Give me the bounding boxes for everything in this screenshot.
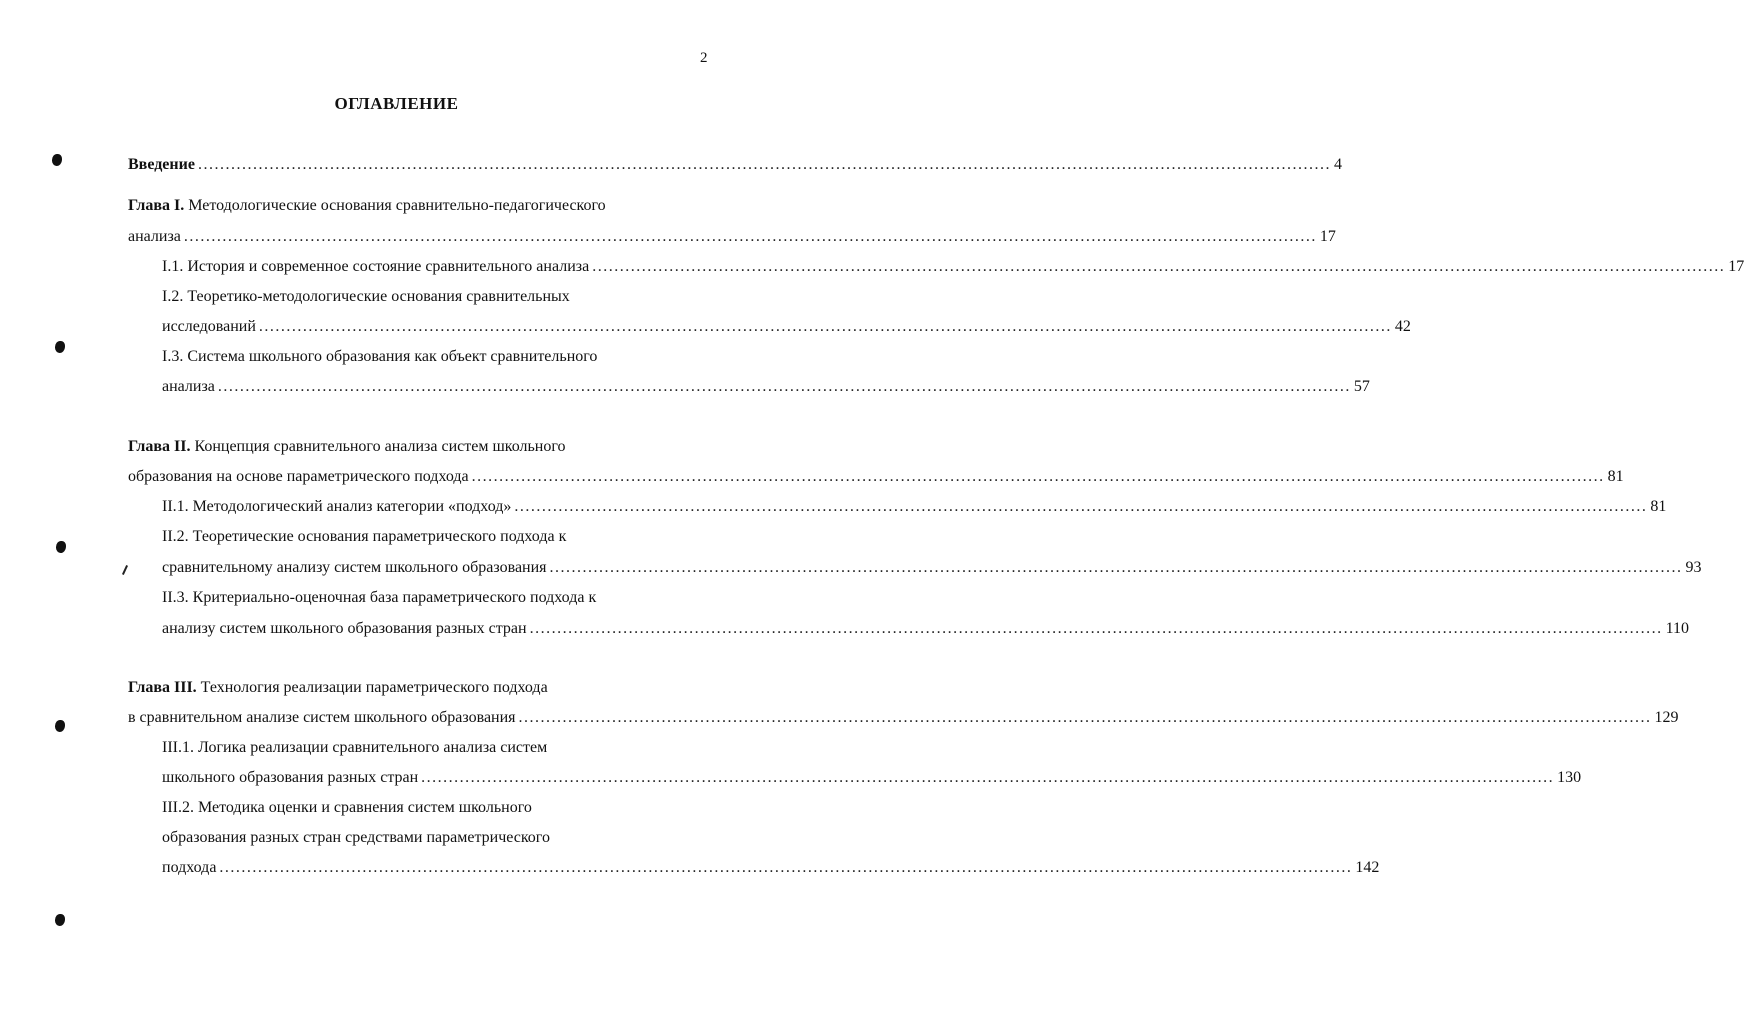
toc-entry-chapter-2-cont xyxy=(128,467,1624,487)
dot-leader: .............................................................................................................................................................................................................. xyxy=(219,859,1353,876)
page-ref: 17 xyxy=(1728,258,1744,275)
section-title: II.3. Критериально-оценочная база параметрического подхода к xyxy=(162,589,597,606)
toc-entry-section-2-3[interactable] xyxy=(162,588,596,608)
dot-leader: .............................................................................................................................................................................................................. xyxy=(258,318,1392,335)
intro-label: Введение xyxy=(128,156,195,173)
section-title: I.1. История и современное состояние сравнительного анализа xyxy=(162,258,590,275)
toc-entry-section-1-1[interactable] xyxy=(162,257,1744,277)
scan-mark xyxy=(55,720,65,732)
section-title: I.2. Теоретико-методологические основания сравнительных xyxy=(162,288,570,305)
chapter-title-cont: анализа xyxy=(128,228,181,245)
dot-leader: .............................................................................................................................................................................................................. xyxy=(592,258,1726,275)
section-title: I.3. Система школьного образования как объект сравнительного xyxy=(162,348,598,365)
dot-leader: .............................................................................................................................................................................................................. xyxy=(518,709,1652,726)
section-title: II.2. Теоретические основания параметрического подхода к xyxy=(162,528,567,545)
page-ref: 129 xyxy=(1654,709,1679,726)
page-number: 2 xyxy=(700,50,708,66)
scan-mark xyxy=(56,541,66,553)
section-title: III.1. Логика реализации сравнительного анализа систем xyxy=(162,739,548,756)
chapter-prefix: Глава II. xyxy=(128,438,191,455)
dot-leader: .............................................................................................................................................................................................................. xyxy=(549,559,1683,576)
page-ref: 42 xyxy=(1394,318,1411,335)
section-title-cont: подхода xyxy=(162,859,217,876)
page-ref: 81 xyxy=(1607,468,1624,485)
section-title-cont: образования разных стран средствами параметрического xyxy=(162,829,550,846)
dot-leader: .............................................................................................................................................................................................................. xyxy=(514,498,1648,515)
section-title-cont: сравнительному анализу систем школьного образования xyxy=(162,559,547,576)
scan-mark xyxy=(55,914,65,926)
toc-entry-section-2-3-cont xyxy=(162,619,1689,639)
toc-entry-section-2-2-cont xyxy=(162,558,1702,578)
toc-entry-chapter-1-cont xyxy=(128,227,1336,247)
toc-entry-section-3-1-cont xyxy=(162,768,1582,788)
chapter-prefix: Глава III. xyxy=(128,679,197,696)
toc-entry-section-1-3-cont xyxy=(162,377,1370,397)
section-title-cont: школьного образования разных стран xyxy=(162,769,419,786)
toc-entry-section-3-2[interactable] xyxy=(162,798,532,818)
chapter-prefix: Глава I. xyxy=(128,197,185,214)
page-ref: 110 xyxy=(1665,620,1689,637)
chapter-title-cont: образования на основе параметрического подхода xyxy=(128,468,469,485)
toc-entry-section-2-2[interactable] xyxy=(162,527,566,547)
section-title-cont: анализа xyxy=(162,378,215,395)
page-ref: 130 xyxy=(1557,769,1582,786)
page-ref: 4 xyxy=(1333,156,1342,173)
toc-entry-chapter-2[interactable] xyxy=(128,437,566,457)
page-ref: 57 xyxy=(1353,378,1370,395)
section-title: III.2. Методика оценки и сравнения систем школьного xyxy=(162,799,532,816)
dot-leader: .............................................................................................................................................................................................................. xyxy=(217,378,1351,395)
toc-entry-introduction[interactable] xyxy=(128,155,1342,175)
toc-entry-section-3-2-cont xyxy=(162,858,1380,878)
toc-entry-section-3-2-line2 xyxy=(162,828,550,848)
toc-title: ОГЛАВЛЕНИЕ xyxy=(334,94,459,113)
chapter-title: Технология реализации параметрического подхода xyxy=(200,679,548,696)
scan-mark xyxy=(55,341,65,353)
dot-leader: .............................................................................................................................................................................................................. xyxy=(197,156,1331,173)
page-ref: 17 xyxy=(1319,228,1336,245)
toc-entry-section-1-2[interactable] xyxy=(162,287,570,307)
toc-entry-chapter-3-cont xyxy=(128,708,1679,728)
toc-entry-chapter-1[interactable] xyxy=(128,196,606,216)
section-title-cont: исследований xyxy=(162,318,256,335)
scan-mark xyxy=(52,154,62,166)
page-ref: 142 xyxy=(1355,859,1380,876)
toc-entry-section-1-3[interactable] xyxy=(162,347,597,367)
section-title: II.1. Методологический анализ категории «подход» xyxy=(162,498,512,515)
chapter-title: Концепция сравнительного анализа систем школьного xyxy=(194,438,566,455)
chapter-title-cont: в сравнительном анализе систем школьного образования xyxy=(128,709,516,726)
page-ref: 81 xyxy=(1650,498,1667,515)
chapter-title: Методологические основания сравнительно-педагогического xyxy=(188,197,606,214)
toc-entry-section-3-1[interactable] xyxy=(162,738,547,758)
dot-leader: .............................................................................................................................................................................................................. xyxy=(529,620,1663,637)
toc-entry-chapter-3[interactable] xyxy=(128,678,548,698)
toc-entry-section-1-2-cont xyxy=(162,317,1411,337)
page-ref: 93 xyxy=(1685,559,1702,576)
scan-mark xyxy=(122,565,128,575)
dot-leader: .............................................................................................................................................................................................................. xyxy=(421,769,1555,786)
toc-entry-section-2-1[interactable] xyxy=(162,497,1667,517)
dot-leader: .............................................................................................................................................................................................................. xyxy=(471,468,1605,485)
dot-leader: .............................................................................................................................................................................................................. xyxy=(183,228,1317,245)
section-title-cont: анализу систем школьного образования разных стран xyxy=(162,620,527,637)
